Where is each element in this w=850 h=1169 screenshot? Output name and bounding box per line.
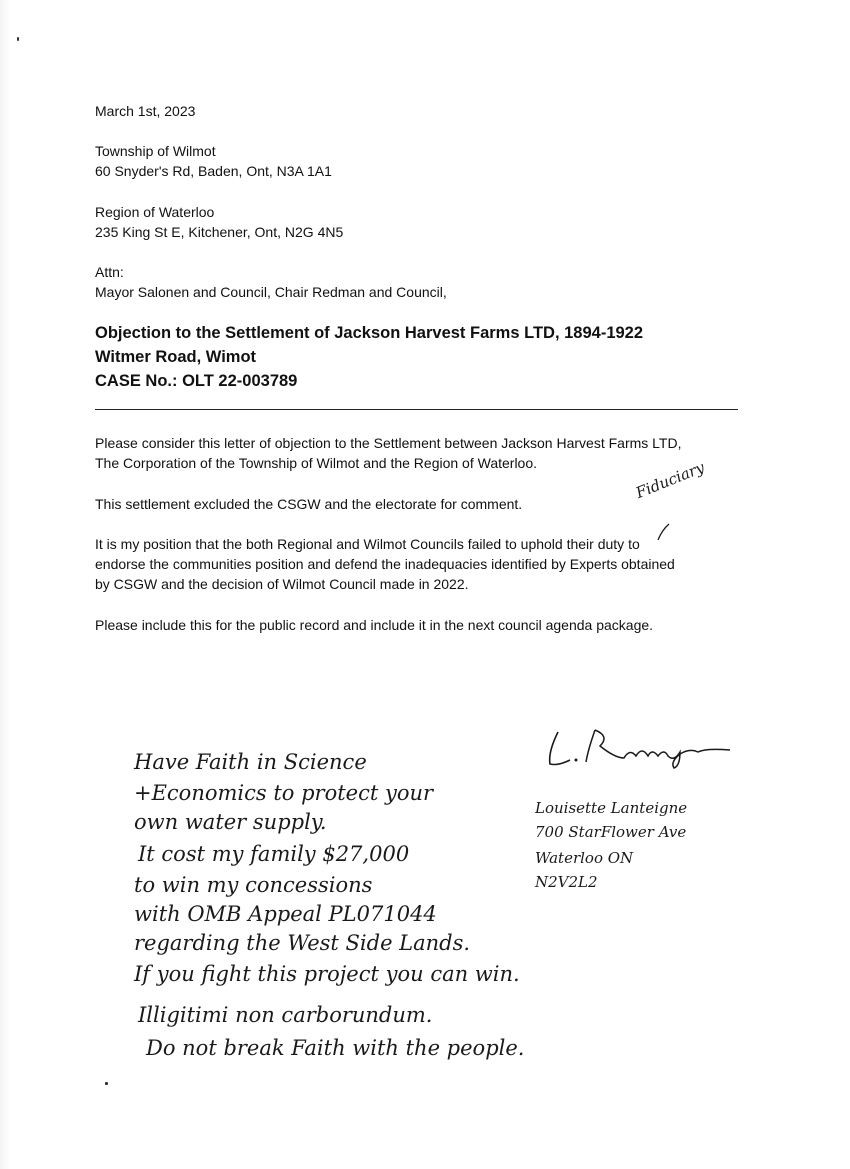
signature: [540, 722, 740, 772]
case-number: CASE No.: OLT 22-003789: [95, 372, 298, 390]
handwritten-note-line: own water supply.: [134, 810, 327, 834]
scan-speck: [105, 1082, 108, 1085]
letter-date: March 1st, 2023: [95, 103, 196, 119]
body-text: endorse the communities position and defend the inadequacies identified by Experts obtained: [95, 556, 675, 572]
body-text: This settlement excluded the CSGW and the electorate for comment.: [95, 496, 523, 512]
handwritten-note-line: Have Faith in Science: [134, 750, 367, 774]
recipient-address: 235 King St E, Kitchener, Ont, N2G 4N5: [95, 224, 344, 240]
body-text: Please consider this letter of objection to the Settlement between Jackson Harvest Farms LTD,: [95, 435, 682, 451]
handwritten-note-line: with OMB Appeal PL071044: [134, 902, 437, 926]
handwritten-note-line: Illigitimi non carborundum.: [138, 1003, 433, 1027]
body-text: It is my position that the both Regional and Wilmot Councils failed to uphold their duty to: [95, 536, 640, 552]
subject-line: Objection to the Settlement of Jackson Harvest Farms LTD, 1894-1922: [95, 324, 644, 342]
handwritten-note-line: +Economics to protect your: [134, 781, 434, 805]
scan-edge-shadow: [0, 0, 10, 1169]
recipient-name: Township of Wilmot: [95, 143, 216, 159]
body-text: by CSGW and the decision of Wilmot Council made in 2022.: [95, 576, 469, 592]
recipient-address: 60 Snyder's Rd, Baden, Ont, N3A 1A1: [95, 163, 332, 179]
insertion-caret-mark: [654, 522, 674, 542]
handwritten-insertion: Fiduciary: [633, 458, 708, 502]
subject-line: Witmer Road, Wimot: [95, 348, 257, 366]
scan-speck: [17, 37, 19, 41]
body-text: The Corporation of the Township of Wilmot and the Region of Waterloo.: [95, 455, 538, 471]
divider-rule: [95, 409, 738, 410]
attn-names: Mayor Salonen and Council, Chair Redman and Council,: [95, 284, 447, 300]
handwritten-note-line: to win my concessions: [134, 873, 373, 897]
sender-name: Louisette Lanteigne: [535, 799, 688, 817]
body-text: Please include this for the public record and include it in the next council agenda package.: [95, 617, 654, 633]
recipient-name: Region of Waterloo: [95, 204, 215, 220]
sender-city: Waterloo ON: [535, 849, 634, 867]
handwritten-note-line: Do not break Faith with the people.: [146, 1036, 525, 1060]
handwritten-note-line: It cost my family $27,000: [138, 842, 410, 866]
attn-label: Attn:: [95, 264, 124, 280]
handwritten-note-line: If you fight this project you can win.: [134, 962, 520, 986]
sender-street: 700 StarFlower Ave: [535, 823, 687, 841]
sender-postal: N2V2L2: [535, 873, 598, 891]
handwritten-note-line: regarding the West Side Lands.: [134, 931, 471, 955]
